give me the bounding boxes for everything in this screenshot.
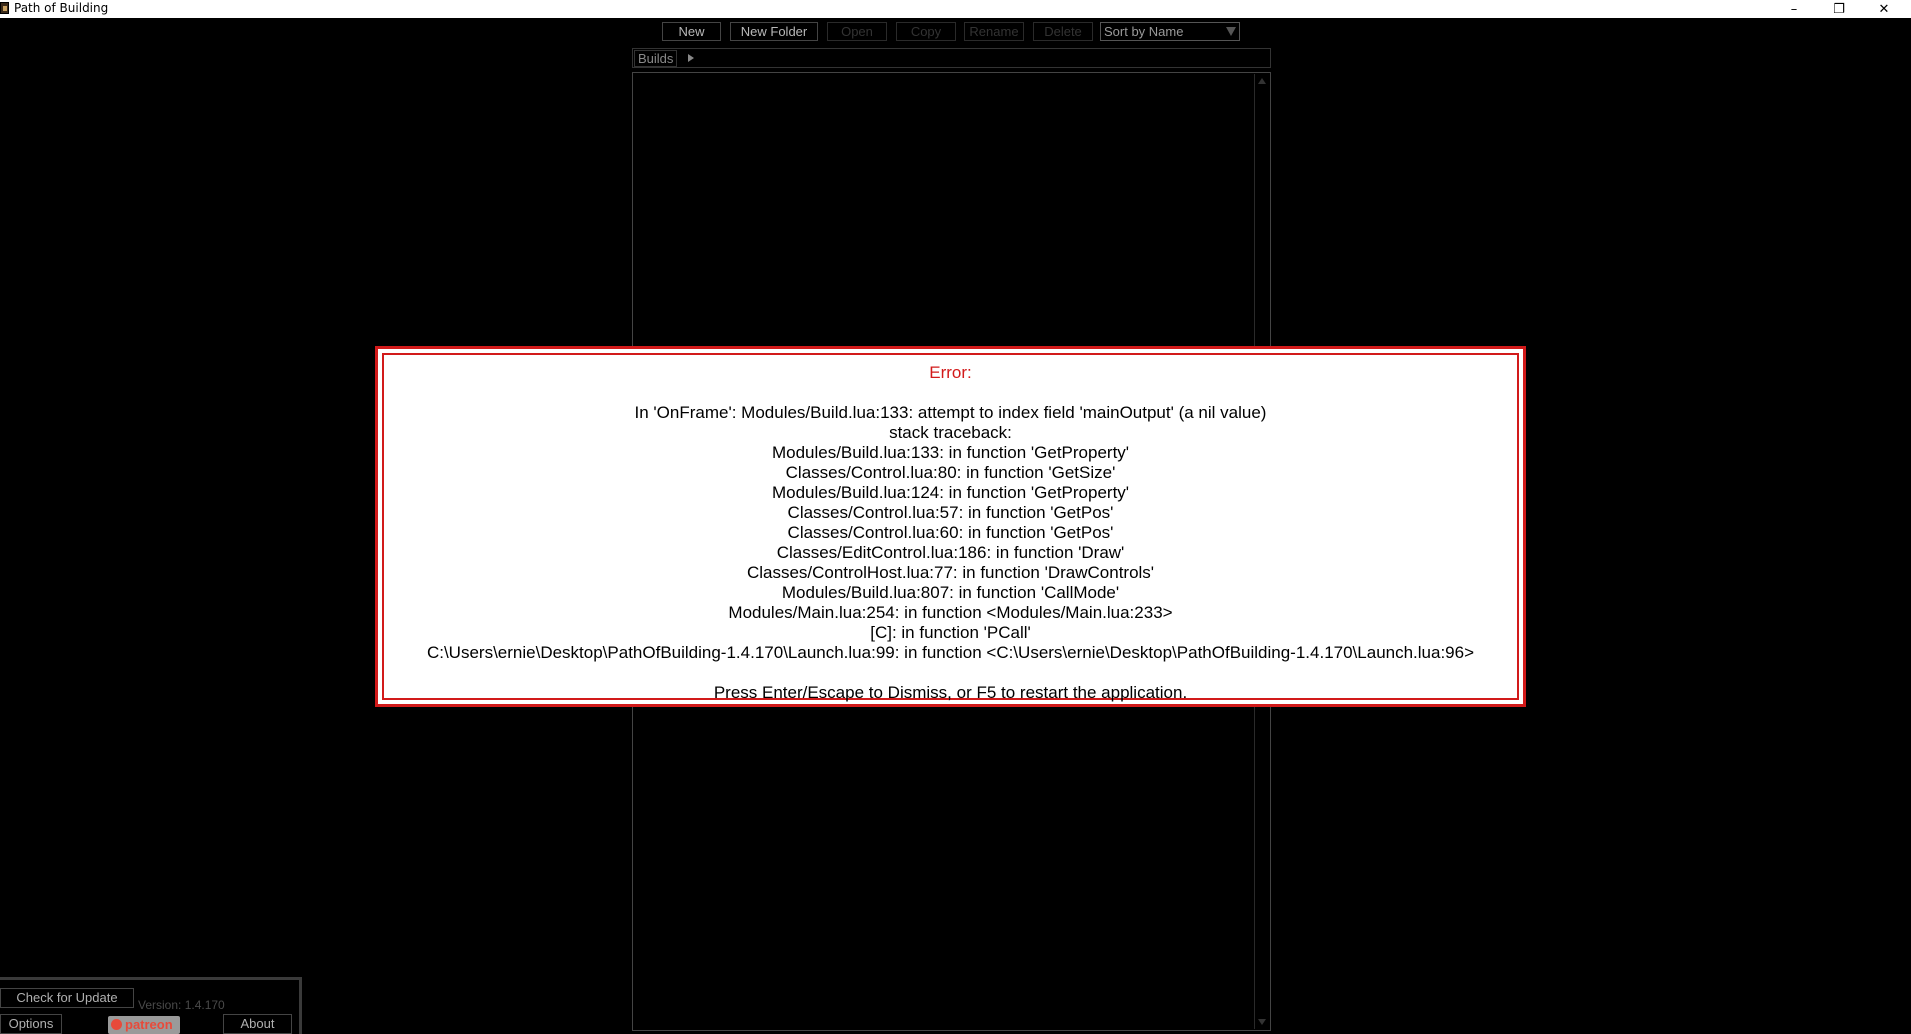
error-line: [C]: in function 'PCall' — [870, 623, 1031, 642]
close-button[interactable]: ✕ — [1878, 1, 1890, 17]
error-line: Modules/Build.lua:807: in function 'CallMode' — [781, 583, 1120, 602]
bottom-panel — [0, 977, 302, 1034]
error-line: Classes/Control.lua:60: in function 'GetPos' — [787, 523, 1114, 542]
delete-button[interactable]: Delete — [1033, 22, 1093, 41]
about-button[interactable]: About — [223, 1014, 292, 1034]
copy-button[interactable]: Copy — [896, 22, 956, 41]
sort-dropdown[interactable] — [1100, 22, 1240, 41]
error-dialog-inner — [382, 353, 1519, 700]
minimize-button[interactable]: – — [1790, 1, 1798, 17]
breadcrumb — [632, 48, 1271, 68]
app-icon — [0, 2, 9, 14]
breadcrumb-builds[interactable]: Builds — [634, 50, 677, 67]
error-line: C:\Users\ernie\Desktop\PathOfBuilding-1.4.170\Launch.lua:99: in function <C:\Users\ernie\Desktop\PathOfBuilding-1.4.170\Launch.lua:96> — [426, 643, 1475, 662]
rename-button[interactable]: Rename — [964, 22, 1024, 41]
new-folder-button[interactable]: New Folder — [730, 22, 818, 41]
sort-dropdown-value: Sort by Name — [1104, 24, 1184, 39]
version-label: Version: 1.4.170 — [138, 998, 225, 1012]
new-build-button[interactable]: New — [662, 22, 721, 41]
error-line: Classes/Control.lua:80: in function 'GetSize' — [785, 463, 1116, 482]
options-button[interactable]: Options — [0, 1014, 62, 1034]
error-line: Modules/Main.lua:254: in function <Modules/Main.lua:233> — [728, 603, 1173, 622]
error-line: stack traceback: — [889, 423, 1012, 442]
open-button[interactable]: Open — [827, 22, 887, 41]
error-line: Modules/Build.lua:133: in function 'GetProperty' — [771, 443, 1130, 462]
window-title: Path of Building — [14, 1, 109, 15]
patreon-icon — [111, 1019, 122, 1030]
chevron-down-icon — [1226, 27, 1236, 36]
error-line: In 'OnFrame': Modules/Build.lua:133: attempt to index field 'mainOutput' (a nil value) — [634, 403, 1267, 422]
error-message — [384, 403, 1517, 663]
chevron-right-icon[interactable] — [688, 54, 694, 62]
error-line: Modules/Build.lua:124: in function 'GetProperty' — [771, 483, 1130, 502]
restore-button[interactable]: ❐ — [1833, 1, 1845, 17]
error-dismiss-hint: Press Enter/Escape to Dismiss, or F5 to restart the application. — [713, 683, 1188, 702]
error-dialog — [376, 347, 1525, 706]
error-title: Error: — [929, 363, 972, 382]
check-for-update-button[interactable]: Check for Update — [0, 988, 134, 1008]
error-line: Classes/EditControl.lua:186: in function 'Draw' — [776, 543, 1125, 562]
patreon-button[interactable] — [108, 1016, 180, 1034]
scroll-down-icon[interactable] — [1258, 1019, 1266, 1025]
patreon-label: patreon — [125, 1017, 173, 1032]
error-line: Classes/ControlHost.lua:77: in function 'DrawControls' — [746, 563, 1155, 582]
error-line: Classes/Control.lua:57: in function 'GetPos' — [787, 503, 1114, 522]
scroll-up-icon[interactable] — [1258, 78, 1266, 84]
title-bar — [0, 0, 1911, 18]
